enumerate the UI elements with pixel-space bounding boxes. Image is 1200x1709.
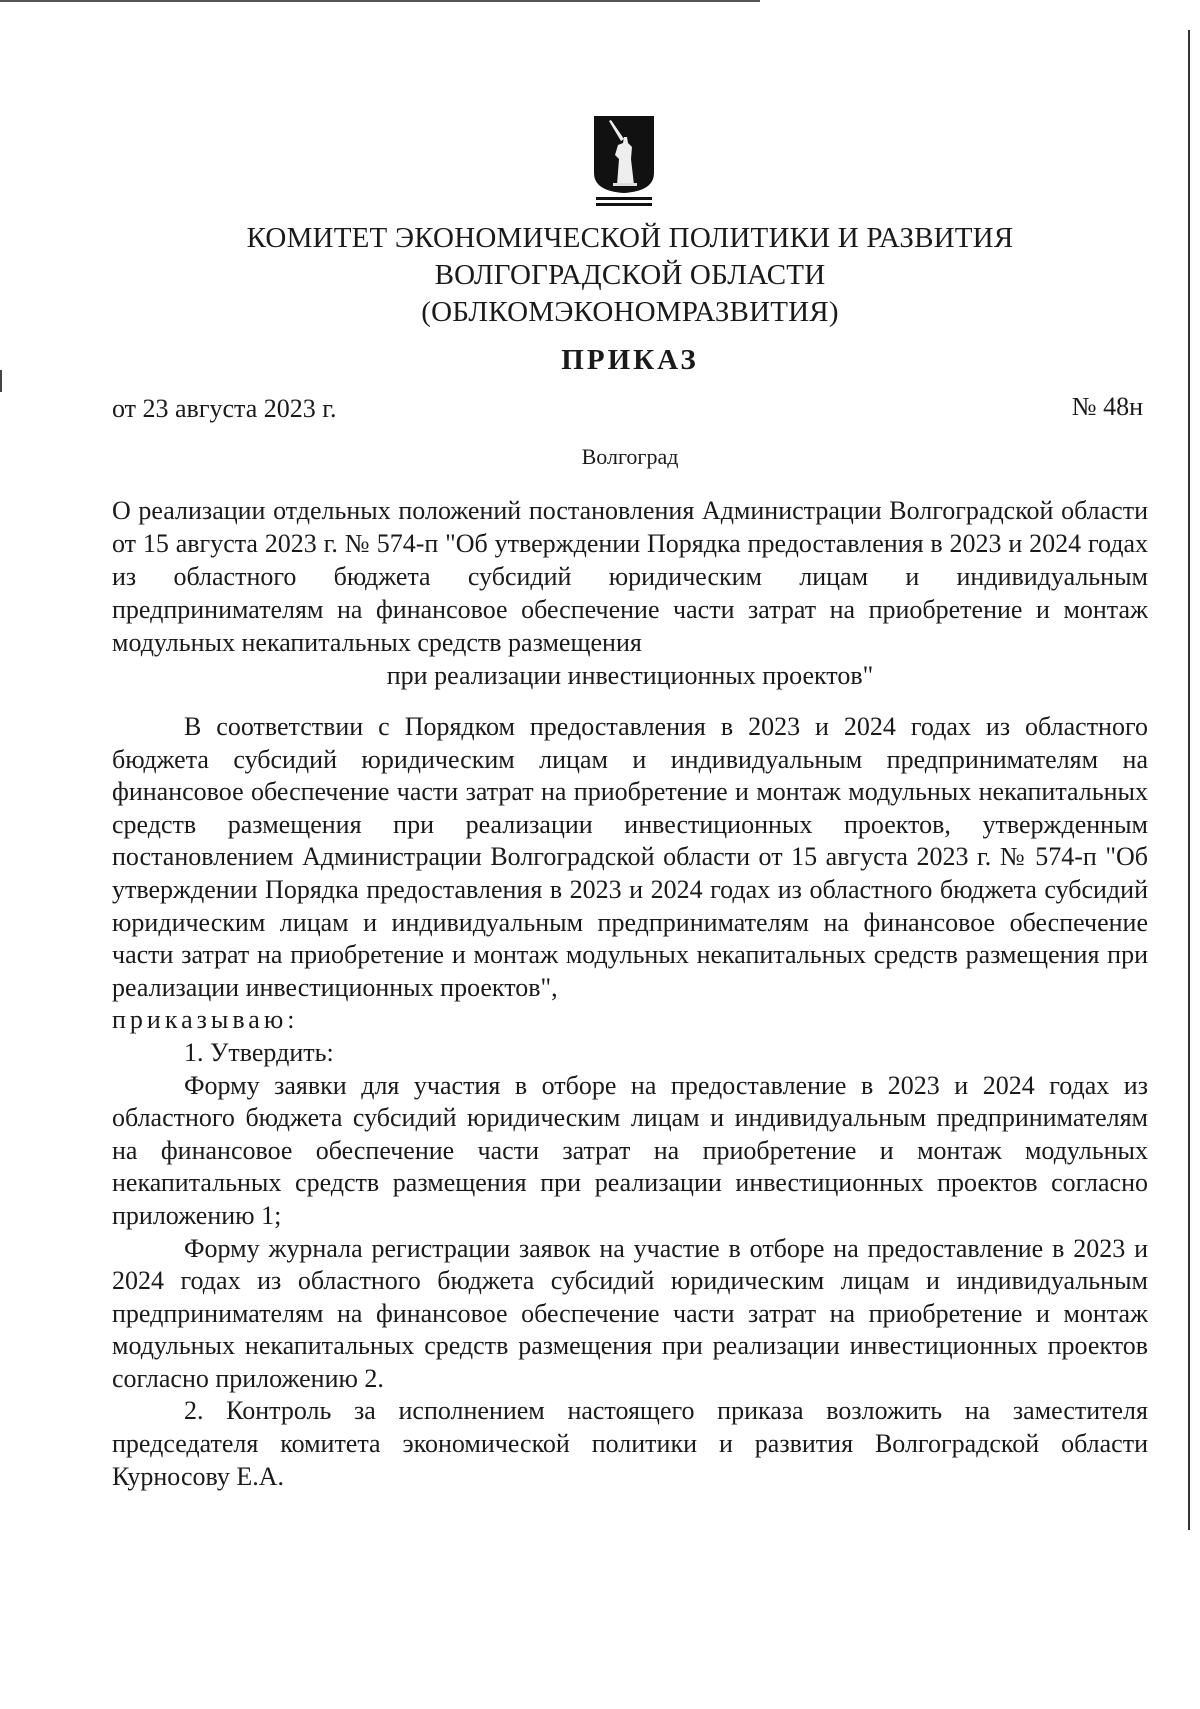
document-title: ПРИКАЗ xyxy=(561,344,699,376)
scan-edge-top xyxy=(0,0,760,2)
subject-last-line: при реализации инвестиционных проектов" xyxy=(386,661,874,690)
order-body xyxy=(112,711,1148,1493)
order-date: от 23 августа 2023 г. xyxy=(112,394,337,423)
scan-edge-right xyxy=(1188,30,1190,1530)
org-region-line: ВОЛГОГРАДСКОЙ ОБЛАСТИ xyxy=(434,259,826,291)
order-word: приказываю: xyxy=(112,1005,299,1035)
coat-of-arms-icon xyxy=(593,115,655,209)
order-subject xyxy=(112,494,1148,692)
preamble-paragraph: В соответствии с Порядком предоставления в 2023 и 2024 годах из областного бюджета субсидий юридическим лицам и индивидуальным предпринимателям на финансовое обеспечение части затрат на приобретение и монтаж модульных некапитальных средств размещения при реализации инвестиционных проектов, утвержденным постановлением Администрации Волгоградской области от 15 августа 2023 г. № 574-п "Об утверждении Порядка предоставления в 2023 и 2024 годах из областного бюджета субсидий юридическим лицам и индивидуальным предпринимателям на финансовое обеспечение части затрат на приобретение и монтаж модульных некапитальных средств размещения при реализации инвестиционных проектов", xyxy=(112,712,1148,1002)
subject-text: О реализации отдельных положений постановления Администрации Волгоградской области от 15 августа 2023 г. № 574-п "Об утверждении Порядка предоставления в 2023 и 2024 годах из областного бюджета субсидий юридическим лицам и индивидуальным предпринимателям на финансовое обеспечение части затрат на приобретение и монтаж модульных некапитальных средств размещения xyxy=(112,496,1148,657)
org-name-line: КОМИТЕТ ЭКОНОМИЧЕСКОЙ ПОЛИТИКИ И РАЗВИТИЯ xyxy=(246,222,1014,254)
organization-header xyxy=(130,220,1130,331)
org-abbrev-line: (ОБЛКОМЭКОНОМРАЗВИТИЯ) xyxy=(421,296,839,328)
order-number: № 48н xyxy=(1071,392,1143,421)
item-1a-paragraph: Форму заявки для участия в отборе на предоставление в 2023 и 2024 годах из областного бюджета субсидий юридическим лицам и индивидуальным предпринимателям на финансовое обеспечение части затрат на приобретение и монтаж модульных некапитальных средств размещения при реализации инвестиционных проектов согласно приложению 1; xyxy=(112,1070,1148,1230)
item-2-paragraph: 2. Контроль за исполнением настоящего приказа возложить на заместителя председателя комитета экономической политики и развития Волгоградской области Курносову Е.А. xyxy=(112,1396,1148,1491)
order-city: Волгоград xyxy=(581,444,679,469)
item-1b-paragraph: Форму журнала регистрации заявок на участие в отборе на предоставление в 2023 и 2024 годах из областного бюджета субсидий юридическим лицам и индивидуальным предпринимателям на финансовое обеспечение части затрат на приобретение и монтаж модульных некапитальных средств размещения при реализации инвестиционных проектов согласно приложению 2. xyxy=(112,1233,1148,1393)
item-1-heading: 1. Утвердить: xyxy=(184,1037,334,1067)
scan-mark-left xyxy=(0,370,2,392)
